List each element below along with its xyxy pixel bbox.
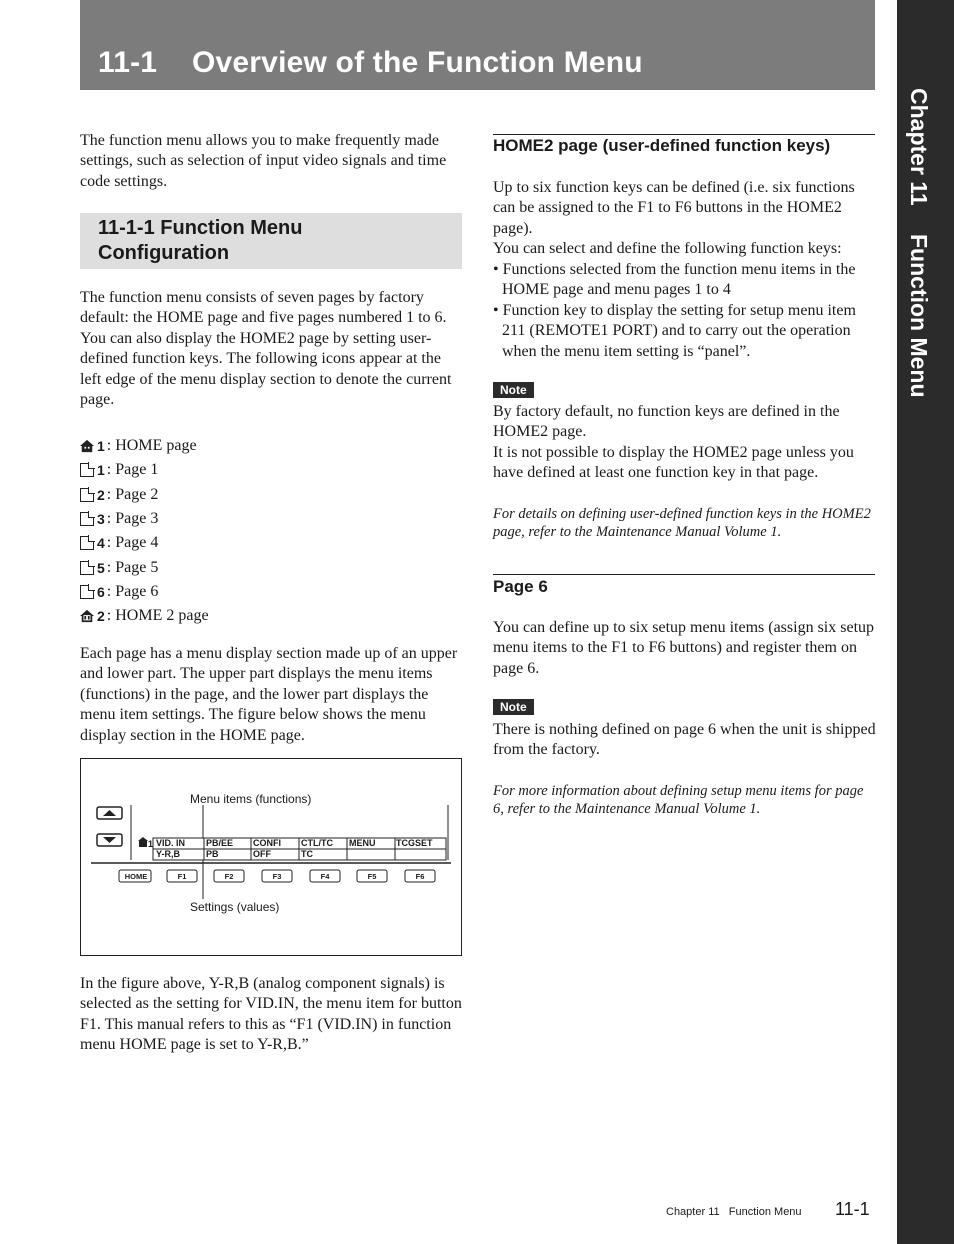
f5-button-label: F5 [367,872,377,881]
page-icon [80,585,94,599]
menu-item-label: CONFI [253,838,281,848]
reference-text-1: For details on defining user-defined function keys in the HOME2 page, refer to the Maintenance Manual Volume 1. [493,506,871,540]
menu-item-label: TCGSET [396,838,433,848]
icon-label: : HOME page [106,437,197,455]
section-heading-line1: 11-1-1 Function Menu [98,217,303,239]
footer-chapter-label: Chapter 11 [666,1206,720,1218]
icon-row-home [80,434,209,458]
menu-item-value: OFF [253,849,271,859]
icon-row-page4 [80,531,209,555]
icon-label: : Page 1 [106,461,159,479]
page-title [98,46,643,80]
menu-item-value: PB [206,849,219,859]
icon-row-page6 [80,580,209,604]
note-badge: Note [493,382,534,398]
f6-button-label: F6 [415,872,425,881]
page-icon [80,536,94,550]
icon-row-page2 [80,483,209,507]
reference-text-2: For more information about defining setup menu items for page 6, refer to the Maintenance Manual Volume 1. [493,783,864,817]
icon-number: 1 [97,462,105,479]
icon-row-page3 [80,507,209,531]
menu-item-label: PB/EE [206,838,234,848]
icon-label: : Page 6 [106,582,159,600]
icon-number: 1 [97,438,105,455]
menu-display-diagram [81,759,461,955]
icon-row-page5 [80,555,209,579]
config-paragraph: The function menu consists of seven pages by factory default: the HOME page and five pages numbered 1 to 6. You can also display the HOME2 page by setting user-defined function keys. The following icons appear at the left edge of the menu display section to denote the current page. [80,289,452,409]
home2-paragraph-2: You can select and define the following function keys: [493,240,842,257]
menu-item-label: CTL/TC [301,838,333,848]
list-item: • Functions selected from the function menu items in the HOME page and menu pages 1 to 4 [493,261,856,299]
note-text-1: By factory default, no function keys are defined in the HOME2 page. [493,403,840,441]
icon-label: : Page 4 [106,534,159,552]
page6-heading: Page 6 [493,577,548,596]
figure-explanation-paragraph: In the figure above, Y-R,B (analog component signals) is selected as the setting for VID.IN, the menu item for button F1. This manual refers to this as “F1 (VID.IN) in function menu HOME page is set to Y-R,B.” [80,975,462,1054]
home-icon [80,439,94,453]
icon-label: : Page 3 [106,510,159,528]
f1-button-label: F1 [177,872,187,881]
chapter-side-tab [897,0,954,1244]
figure-caption-top: Menu items (functions) [190,792,312,806]
note-badge: Note [493,699,534,715]
icon-label: : Page 5 [106,558,159,576]
home2-heading: HOME2 page (user-defined function keys) [493,136,831,155]
section-heading-line2: Configuration [98,242,230,264]
f2-button-label: F2 [224,872,234,881]
intro-paragraph: The function menu allows you to make frequently made settings, such as selection of input video signals and time code settings. [80,132,447,190]
icon-row-home2 [80,604,209,628]
page-icon [80,488,94,502]
menu-item-value: TC [301,849,313,859]
note-text-2: There is nothing defined on page 6 when the unit is shipped from the factory. [493,721,876,759]
footer-chapter [666,1206,802,1218]
figure-page-number: 1 [148,839,154,849]
f4-button-label: F4 [320,872,330,881]
f3-button-label: F3 [272,872,282,881]
icon-number: 4 [97,535,105,552]
section-number: 11-1 [98,46,158,79]
side-tab-title: Function Menu [906,234,932,398]
icon-number: 3 [97,511,105,528]
title-banner [80,0,875,90]
function-key-list [493,260,863,362]
icon-number: 6 [97,583,105,600]
home-button-label: HOME [124,872,148,881]
page-icon [80,512,94,526]
note-text-1b: It is not possible to display the HOME2 page unless you have defined at least one function key in that page. [493,444,854,482]
icon-row-page1 [80,458,209,482]
home2-icon [80,609,94,623]
list-item: • Function key to display the setting for setup menu item 211 (REMOTE1 PORT) and to carry out the operation when the menu item setting is “panel”. [493,301,856,360]
figure-caption-bottom: Settings (values) [190,900,280,914]
divider [493,134,875,135]
menu-item-value: Y-R,B [156,849,181,859]
page-icon [80,561,94,575]
icon-label: : Page 2 [106,485,159,503]
section-heading [98,216,302,266]
page-number: 11-1 [835,1199,870,1219]
menu-display-figure [80,758,462,956]
icon-number: 2 [97,608,105,625]
menu-display-paragraph: Each page has a menu display section made up of an upper and lower part. The upper part displays the menu items (functions) in the page, and the lower part displays the menu item settings. The figure below shows the menu display section in the HOME page. [80,645,458,744]
side-tab-chapter: Chapter 11 [906,88,932,206]
section-title: Overview of the Function Menu [192,46,643,79]
icon-number: 2 [97,486,105,503]
icon-label: : HOME 2 page [106,607,209,625]
menu-item-label: MENU [349,838,376,848]
footer-title: Function Menu [728,1206,802,1218]
page-icon [80,463,94,477]
icon-number: 5 [97,559,105,576]
menu-item-label: VID. IN [156,838,186,848]
side-tab-text [905,88,932,398]
home2-paragraph: Up to six function keys can be defined (i.e. six functions can be assigned to the F1 to F6 buttons in the HOME2 page). [493,179,855,237]
divider [493,574,875,575]
page6-paragraph: You can define up to six setup menu items (assign six setup menu items to the F1 to F6 buttons) and register them on page 6. [493,619,875,677]
section-heading-box [80,213,462,269]
page-icon-list [80,434,209,628]
